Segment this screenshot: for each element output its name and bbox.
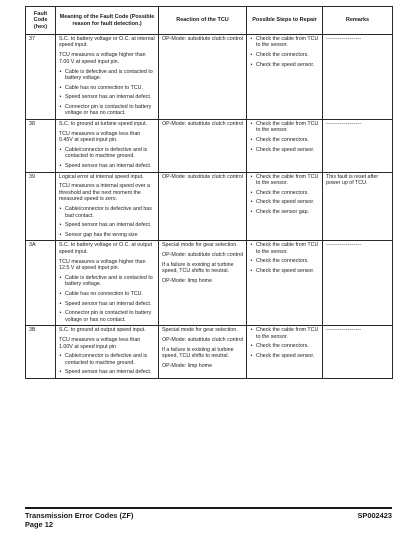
cause-list — [59, 69, 155, 117]
cause-item: • Speed sensor has an internal defect. — [59, 301, 155, 307]
repair-step-item: • Check the speed sensor. — [250, 147, 319, 153]
fault-code-cell: 38 — [26, 119, 56, 172]
fault-code-cell: 3A — [26, 241, 56, 326]
repair-step-list — [250, 242, 319, 274]
reaction-text: If a failure is existing at turbine speed, TCU shifts to neutral. — [162, 262, 234, 275]
reaction-text: OP-Mode: limp home — [162, 278, 213, 285]
cause-item: • Connector pin is contacted to battery voltage or has no contact. — [59, 310, 155, 323]
repair-step-item: • Check the connectors. — [250, 343, 319, 349]
cause-item: • Sensor gap has the wrong size — [59, 232, 155, 238]
meaning-detail: TCU measures a voltage less than 1.00V at speed input pin — [59, 337, 141, 350]
cause-item: • Cable/connector is defective and is contacted to machine ground. — [59, 353, 155, 366]
repair-step-list — [250, 327, 319, 359]
meaning-lead: S.C. to ground at turbine speed input. — [59, 120, 148, 127]
table-row — [26, 119, 393, 172]
footer-document-title: Transmission Error Codes (ZF) — [25, 511, 134, 520]
repair-step-item: • Check the connectors. — [250, 137, 319, 143]
reaction-text: OP-Mode: substitute clutch control — [162, 120, 243, 127]
table-row — [26, 241, 393, 326]
table-row — [26, 35, 393, 120]
meaning-lead: S.C. to ground at output speed input. — [59, 327, 146, 334]
remarks-text: ------------------ — [326, 242, 362, 249]
header-repair-steps: Possible Steps to Repair — [247, 7, 323, 35]
header-reaction: Reaction of the TCU — [159, 7, 247, 35]
remarks-cell — [323, 35, 393, 120]
repair-step-item: • Check the cable from TCU to the sensor. — [250, 174, 319, 187]
cause-item: • Cable/connector is defective and has bad contact. — [59, 206, 155, 219]
repair-step-item: • Check the connectors. — [250, 258, 319, 264]
meaning-cell — [56, 35, 159, 120]
reaction-cell — [159, 326, 247, 379]
remarks-cell — [323, 326, 393, 379]
repair-step-item: • Check the cable from TCU to the sensor. — [250, 36, 319, 49]
cause-item: • Speed sensor has an internal defect. — [59, 369, 155, 375]
meaning-cell — [56, 172, 159, 241]
meaning-lead: Logical error at internal speed input. — [59, 173, 144, 180]
cause-item: • Speed sensor has an internal defect. — [59, 94, 155, 100]
cause-item: • Cable is defective and is contacted to battery voltage. — [59, 69, 155, 82]
remarks-cell — [323, 172, 393, 241]
fault-code-cell: 3B — [26, 326, 56, 379]
repair-steps-cell — [247, 35, 323, 120]
reaction-text: OP-Mode: substitute clutch control — [162, 337, 243, 344]
cause-list — [59, 206, 155, 238]
repair-step-list — [250, 121, 319, 153]
meaning-detail: TCU measures a voltage higher than 12.5 V at speed input pin. — [59, 258, 146, 272]
fault-code-cell: 39 — [26, 172, 56, 241]
reaction-cell — [159, 172, 247, 241]
reaction-cell — [159, 119, 247, 172]
remarks-text: ------------------ — [326, 327, 362, 334]
footer-divider — [25, 507, 392, 509]
meaning-detail: TCU measures a voltage higher than 7.00 V at speed input pin. — [59, 52, 146, 65]
header-fault-code: Fault Code (hex) — [26, 7, 56, 35]
reaction-text: Special mode for gear selection. — [162, 242, 238, 249]
reaction-text: OP-Mode: substitute clutch control — [162, 173, 243, 180]
repair-steps-cell — [247, 241, 323, 326]
meaning-detail: TCU measures a voltage less than 0.45V at speed input pin. — [59, 130, 141, 144]
cause-item: • Cable/connector is defective and is contacted to machine ground. — [59, 147, 155, 160]
reaction-text: OP-Mode: substitute clutch control — [162, 252, 243, 259]
repair-step-item: • Check the speed sensor. — [250, 62, 319, 68]
repair-step-item: • Check the connectors. — [250, 190, 319, 196]
table-header-row — [26, 7, 393, 35]
cause-item: • Speed sensor has an internal defect. — [59, 163, 155, 169]
repair-steps-cell — [247, 326, 323, 379]
repair-step-item: • Check the speed sensor. — [250, 353, 319, 359]
cause-item: • Cable has no connection to TCU. — [59, 85, 155, 91]
reaction-cell — [159, 241, 247, 326]
cause-list — [59, 353, 155, 376]
reaction-text: If a failure is existing at turbine speed, TCU shifts to neutral. — [162, 346, 234, 360]
footer-page-number: Page 12 — [25, 520, 53, 529]
fault-code-cell: 37 — [26, 35, 56, 120]
cause-item: • Speed sensor has an internal defect. — [59, 222, 155, 228]
remarks-text: ------------------ — [326, 36, 362, 42]
reaction-cell — [159, 35, 247, 120]
table-row — [26, 172, 393, 241]
meaning-lead: S.C. to battery voltage or O.C. at output speed input. — [59, 242, 153, 255]
repair-step-item: • Check the cable from TCU to the sensor. — [250, 121, 319, 134]
repair-step-list — [250, 36, 319, 68]
cause-item: • Cable is defective and is contacted to battery voltage. — [59, 275, 155, 288]
repair-step-item: • Check the connectors. — [250, 52, 319, 58]
remarks-text: ------------------ — [326, 120, 362, 127]
cause-item: • Cable has no connection to TCU. — [59, 291, 155, 297]
remarks-text: This fault is reset after power up of TCU. — [326, 173, 379, 187]
cause-list — [59, 147, 155, 170]
footer-document-number: SP002423 — [357, 511, 392, 520]
repair-step-item: • Check the speed sensor. — [250, 268, 319, 274]
meaning-cell — [56, 326, 159, 379]
repair-steps-cell — [247, 119, 323, 172]
meaning-cell — [56, 241, 159, 326]
repair-step-list — [250, 174, 319, 216]
fault-code-table — [25, 6, 393, 379]
meaning-cell — [56, 119, 159, 172]
repair-step-item: • Check the cable from TCU to the sensor. — [250, 327, 319, 340]
reaction-text: Special mode for gear selection. — [162, 327, 238, 334]
cause-list — [59, 275, 155, 323]
remarks-cell — [323, 241, 393, 326]
meaning-lead: S.C. to battery voltage or O.C. at internal speed input. — [59, 36, 155, 49]
repair-steps-cell — [247, 172, 323, 241]
repair-step-item: • Check the sensor gap. — [250, 209, 319, 215]
repair-step-item: • Check the speed sensor. — [250, 199, 319, 205]
repair-step-item: • Check the cable from TCU to the sensor. — [250, 242, 319, 255]
reaction-text: OP-Mode: limp home — [162, 363, 213, 370]
meaning-detail: TCU measures a internal speed over a threshold and the next moment the measured speed is zero. — [59, 183, 150, 203]
table-row — [26, 326, 393, 379]
remarks-cell — [323, 119, 393, 172]
header-remarks: Remarks — [323, 7, 393, 35]
header-meaning: Meaning of the Fault Code (Possible reason for fault detection.) — [56, 7, 159, 35]
cause-item: • Connector pin is contacted to battery voltage or has no contact. — [59, 104, 155, 117]
reaction-text: OP-Mode: substitute clutch control — [162, 36, 243, 42]
